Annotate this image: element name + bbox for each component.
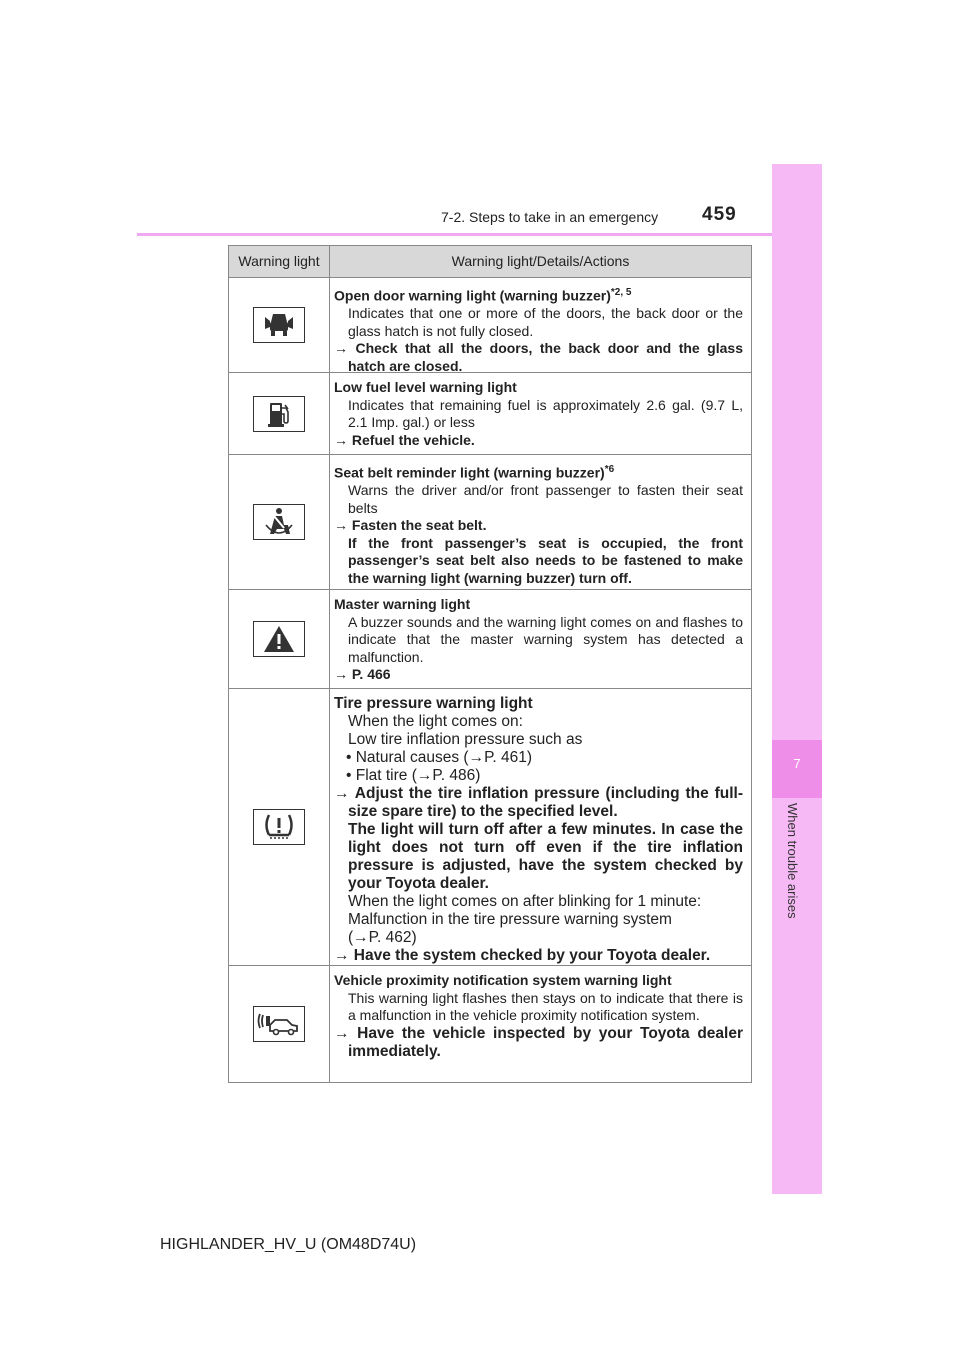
warning-lights-table <box>228 245 752 1083</box>
column-header-warning-light: Warning light <box>229 246 330 277</box>
light-title: Seat belt reminder light (warning buzzer)$^{*6}$ <box>334 464 615 481</box>
table-row <box>229 590 751 689</box>
table-row <box>229 689 751 966</box>
light-condition: When the light comes on after blinking for 1 minute: <box>348 893 702 910</box>
fuel-pump-icon <box>264 400 294 428</box>
page-reference: (→P. 462) <box>348 929 417 946</box>
header-divider <box>137 233 822 236</box>
light-title: Master warning light <box>334 596 471 612</box>
light-action-note: The light will turn off after a few minutes. In case the light does not turn off even if the tire inflation pressure is adjusted, have the system checked by your Toyota dealer. <box>348 821 743 892</box>
open-door-icon <box>264 311 294 339</box>
light-cause: Malfunction in the tire pressure warning system <box>348 911 672 928</box>
light-action: → Have the system checked by your Toyota dealer. <box>334 947 711 964</box>
light-action: → Fasten the seat belt. <box>334 517 487 534</box>
light-title: Tire pressure warning light <box>334 695 533 712</box>
light-description: This warning light flashes then stays on to indicate that there is a malfunction in the vehicle proximity notification system. <box>348 989 743 1023</box>
light-title: Low fuel level warning light <box>334 379 517 395</box>
chapter-number: 7 <box>793 756 801 771</box>
vehicle-proximity-icon <box>257 1009 301 1039</box>
table-row <box>229 455 751 590</box>
light-description: Warns the driver and/or front passenger to fasten their seat belts <box>348 482 743 516</box>
table-row <box>229 373 751 455</box>
table-row <box>229 278 751 373</box>
page-number: 459 <box>702 204 737 225</box>
master-warning-icon <box>262 624 296 654</box>
table-row <box>229 966 751 1082</box>
light-cause: Low tire inflation pressure such as <box>348 731 583 748</box>
cause-item: • Natural causes (→P. 461) <box>346 749 533 766</box>
light-action-note: If the front passenger’s seat is occupied, the front passenger’s seat belt also needs to be fastened to make the warning light (warning buzzer) turn off. <box>348 534 743 586</box>
light-action: → P. 466 <box>334 666 391 682</box>
light-title: Vehicle proximity notification system warning light <box>334 972 672 988</box>
chapter-label: When trouble arises <box>785 803 800 919</box>
light-title: Open door warning light (warning buzzer)$^{*2, 5}$ <box>334 287 632 304</box>
tire-pressure-icon <box>261 812 297 842</box>
light-description: Indicates that one or more of the doors, the back door or the glass hatch is not fully closed. <box>348 305 743 339</box>
light-description: A buzzer sounds and the warning light comes on and flashes to indicate that the master warning system has detected a malfunction. <box>348 613 743 665</box>
seat-belt-icon <box>262 507 296 537</box>
light-action: → Adjust the tire inflation pressure (including the full-size spare tire) to the specified level. <box>334 785 743 820</box>
section-title: 7-2. Steps to take in an emergency <box>441 209 659 225</box>
light-action: → Have the vehicle inspected by your Toyota dealer immediately. <box>334 1024 743 1060</box>
chapter-side-tab <box>772 164 822 1194</box>
light-action: → Refuel the vehicle. <box>334 431 475 448</box>
light-condition: When the light comes on: <box>348 713 523 730</box>
light-description: Indicates that remaining fuel is approximately 2.6 gal. (9.7 L, 2.1 Imp. gal.) or less <box>348 396 743 430</box>
document-id: HIGHLANDER_HV_U (OM48D74U) <box>160 1236 417 1253</box>
column-header-details: Warning light/Details/Actions <box>451 253 630 269</box>
table-header <box>229 246 751 278</box>
light-action: → Check that all the doors, the back door and the glass hatch are closed. <box>334 340 743 374</box>
cause-item: • Flat tire (→P. 486) <box>346 767 481 784</box>
